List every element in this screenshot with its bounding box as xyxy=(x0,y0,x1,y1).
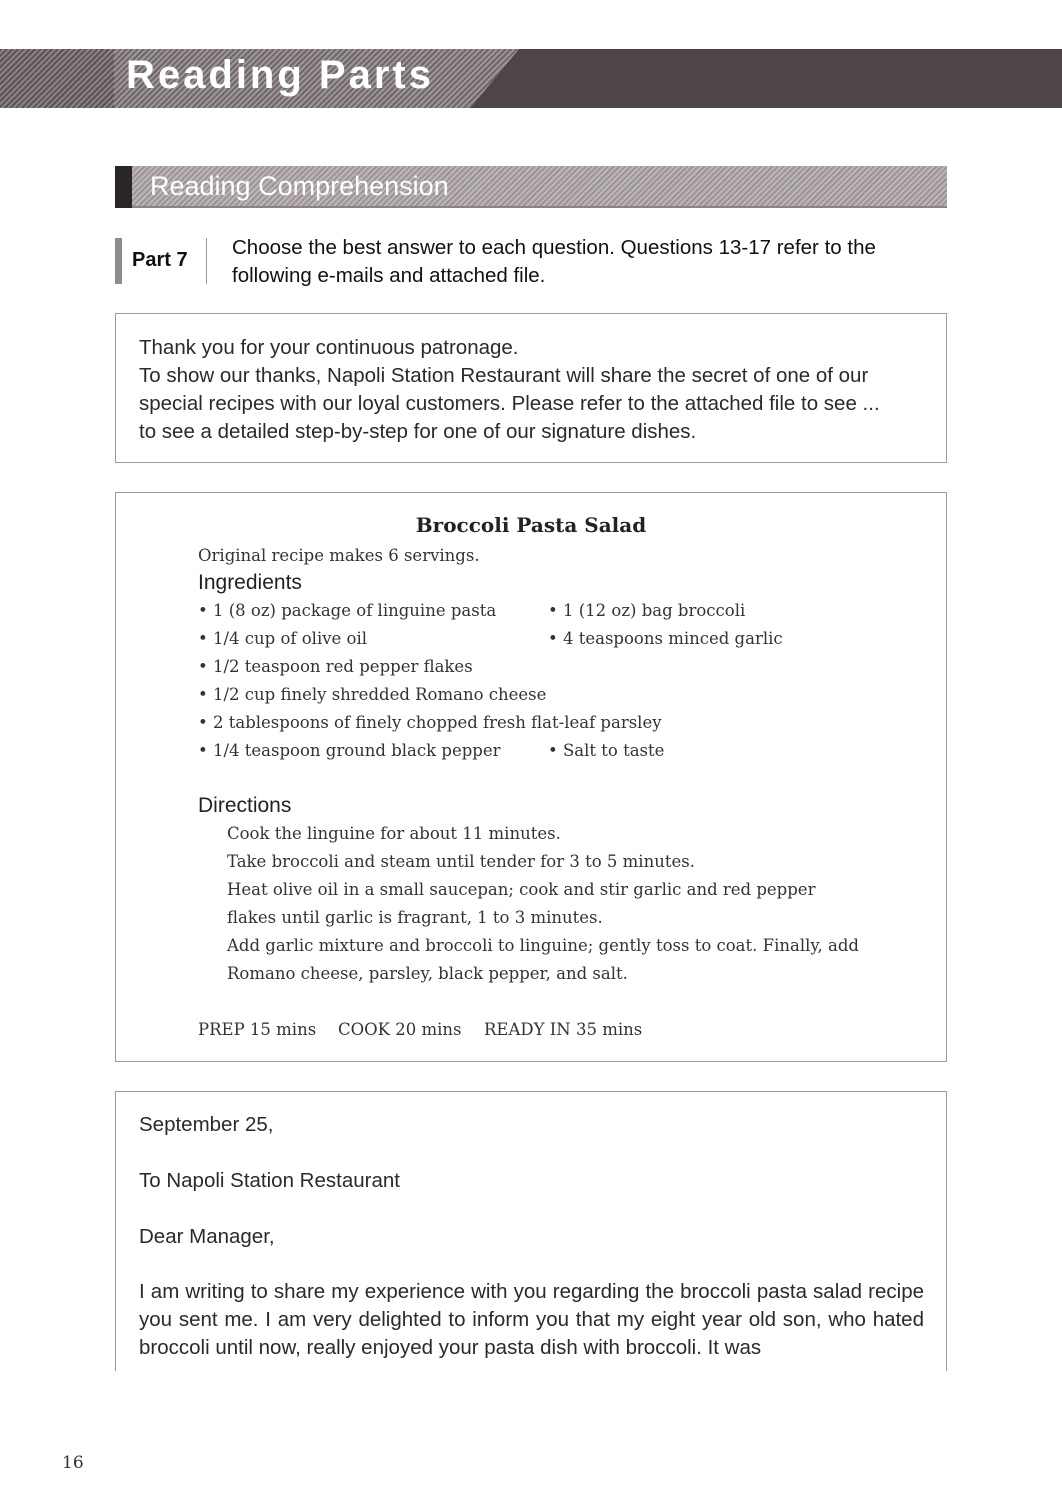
recipe-attachment-box xyxy=(115,492,947,1062)
letter-body: I am writing to share my experience with you regarding the broccoli pasta salad recipe you sent me. I am very delighted to inform you that my eight year old son, who hated broccoli until now, really enjoyed your pasta dish with broccoli. It was xyxy=(139,1280,924,1359)
section-marker xyxy=(115,166,132,208)
ingredient-item: • 1/4 cup of olive oil xyxy=(198,629,368,648)
email-line: special recipes with our loyal customers. Please refer to the attached file to see ... xyxy=(139,392,880,415)
part-bar xyxy=(115,238,122,284)
page-number: 16 xyxy=(62,1453,84,1473)
direction-line: Heat olive oil in a small saucepan; cook and stir garlic and red pepper xyxy=(227,880,816,899)
ingredient-item: • 1/2 cup finely shredded Romano cheese xyxy=(198,685,547,704)
direction-line: Take broccoli and steam until tender for 3 to 5 minutes. xyxy=(227,852,695,871)
ingredient-item: • Salt to taste xyxy=(548,741,665,760)
letter-date: September 25, xyxy=(139,1113,274,1136)
top-banner xyxy=(0,49,1062,108)
ingredient-item: • 1/2 teaspoon red pepper flakes xyxy=(198,657,473,676)
ready-time: READY IN 35 mins xyxy=(484,1020,643,1039)
instruction-line: Choose the best answer to each question. Questions 13-17 refer to the xyxy=(232,236,876,259)
instruction-line: following e-mails and attached file. xyxy=(232,264,546,287)
banner-title: Reading Parts xyxy=(126,53,434,97)
email-line: To show our thanks, Napoli Station Restaurant will share the secret of one of our xyxy=(139,364,869,387)
part-label: Part 7 xyxy=(132,249,188,271)
ingredient-item: • 1/4 teaspoon ground black pepper xyxy=(198,741,501,760)
ingredient-item: • 1 (8 oz) package of linguine pasta xyxy=(198,601,497,620)
reply-letter-box xyxy=(115,1091,947,1371)
section-header xyxy=(115,166,947,208)
part-instruction-row xyxy=(115,234,955,294)
part-instruction xyxy=(232,234,952,290)
direction-line: Add garlic mixture and broccoli to linguine; gently toss to coat. Finally, add xyxy=(227,936,859,955)
direction-line: Cook the linguine for about 11 minutes. xyxy=(227,824,561,843)
letter-recipient: To Napoli Station Restaurant xyxy=(139,1169,400,1192)
email-line: Thank you for your continuous patronage. xyxy=(139,336,519,359)
email-message-text xyxy=(139,334,929,446)
direction-line: flakes until garlic is fragrant, 1 to 3 minutes. xyxy=(227,908,603,927)
ingredient-item: • 4 teaspoons minced garlic xyxy=(548,629,783,648)
directions-heading: Directions xyxy=(198,794,292,817)
direction-line: Romano cheese, parsley, black pepper, and salt. xyxy=(227,964,628,983)
ingredient-item: • 2 tablespoons of finely chopped fresh flat-leaf parsley xyxy=(198,713,662,732)
banner-hatch-left xyxy=(0,49,114,108)
section-title: Reading Comprehension xyxy=(150,171,449,201)
letter-salutation: Dear Manager, xyxy=(139,1225,275,1248)
part-separator xyxy=(206,238,207,284)
email-line: to see a detailed step-by-step for one of our signature dishes. xyxy=(139,420,697,443)
ingredients-heading: Ingredients xyxy=(198,571,302,594)
prep-time: PREP 15 mins xyxy=(198,1020,317,1039)
recipe-title: Broccoli Pasta Salad xyxy=(415,513,647,537)
ingredient-item: • 1 (12 oz) bag broccoli xyxy=(548,601,746,620)
cook-time: COOK 20 mins xyxy=(338,1020,462,1039)
email-message-box xyxy=(115,313,947,463)
recipe-servings: Original recipe makes 6 servings. xyxy=(198,546,480,565)
